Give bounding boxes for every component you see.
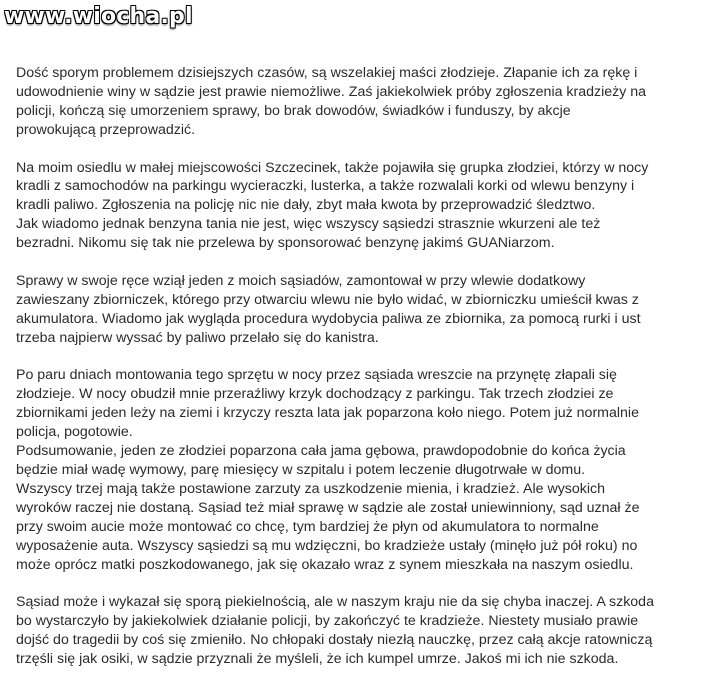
paragraph-3: Sprawy w swoje ręce wziął jeden z moich sąsiadów, zamontował w przy wlewie dodatkowy zawieszany zbiorniczek, którego przy otwarciu wlewu nie było widać, w zbiorniczku umieścił kwas z akumulatora. Wiadomo jak wygląda procedura wydobycia paliwa ze zbiornika, za pomocą rurki i ust trzeba najpierw wyssać by paliwo przelało się do kanistra. xyxy=(16,272,641,346)
paragraph-4: Po paru dniach montowania tego sprzętu w nocy przez sąsiada wreszcie na przynętę złapali się złodzieje. W nocy obudził mnie przeraźliwy krzyk dochodzący z parkingu. Tak trzech złodziei ze zbiornikami jeden leży na ziemi i krzyczy reszta lata jak poparzona koło niego. Potem już normalnie policja, pogotowie. Podsumowanie, jeden ze złodziei poparzona cała jama gębowa, prawdopodobnie do końca życia będzie miał wadę wymowy, parę miesięcy w szpitalu i potem leczenie długotrwałe w domu. Wszyscy trzej mają także postawione zarzuty za uszkodzenie mienia, i kradzież. Ale wysokich wyroków raczej nie dostaną. Sąsiad też miał sprawę w sądzie ale został uniewinniony, sąd uznał że przy swoim aucie może montować co chcę, tym bardziej że płyn od akumulatora to normalne wyposażenie auta. Wszyscy sąsiedzi są mu wdzięczni, bo kradzieże ustały (minęło już pół roku) no może oprócz matki poszkodowanego, jak się okazało wraz z synem mieszkała na naszym osiedlu. xyxy=(16,367,640,573)
article-body xyxy=(16,64,704,688)
paragraph-2: Na moim osiedlu w małej miejscowości Szczecinek, także pojawiła się grupka złodziei, którzy w nocy kradli z samochodów na parkingu wycieraczki, lusterka, a także rozwalali korki od wlewu benzyny i kradli paliwo. Zgłoszenia na policję nic nie dały, zbyt mała kwota by przeprowadzić śledztwo. Jak wiadomo jednak benzyna tania nie jest, więc wszyscy sąsiedzi strasznie wkurzeni ale też bezradni. Nikomu się tak nie przelewa by sponsorować benzynę jakimś GUANiarzom. xyxy=(16,159,649,252)
paragraph-1: Dość sporym problemem dzisiejszych czasów, są wszelakiej maści złodzieje. Złapanie ich za rękę i udowodnienie winy w sądzie jest prawie niemożliwe. Zaś jakiekolwiek próby zgłoszenia kradzieży na policji, kończą się umorzeniem sprawy, bo brak dowodów, świadków i funduszy, by akcje prowokującą przeprowadzić. xyxy=(16,65,647,138)
paragraph-5: Sąsiad może i wykazał się sporą piekielnością, ale w naszym kraju nie da się chyba inaczej. A szkoda bo wystarczyło by jakiekolwiek działanie policji, by zakończyć te kradzieże. Niestety musiało prawie dojść do tragedii by coś się zmieniło. No chłopaki dostały niezłą nauczkę, przez całą akcje ratowniczą trzęśli się jak osiki, w sądzie przyznali że myśleli, że ich kumpel umrze. Jakoś mi ich nie szkoda. xyxy=(16,594,654,668)
site-watermark-logo: www.wiocha.pl xyxy=(4,4,193,29)
